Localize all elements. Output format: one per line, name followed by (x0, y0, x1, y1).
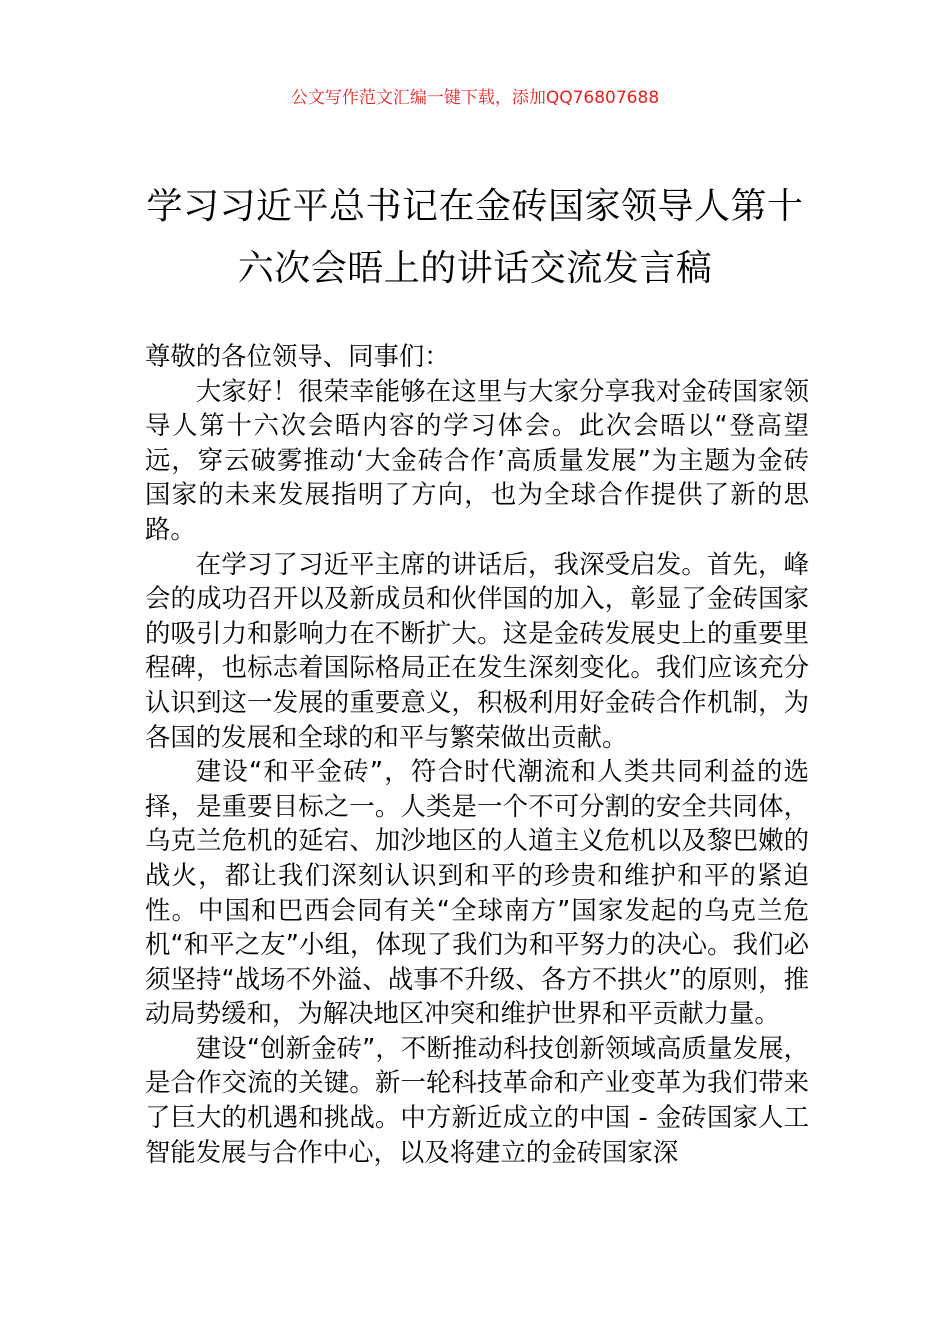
title-line-1: 学习习近平总书记在金砖国家领导人第十 (146, 186, 804, 227)
paragraph-peace-brics: 建设“和平金砖”，符合时代潮流和人类共同利益的选择，是重要目标之一。人类是一个不可分割的安全共同体，乌克兰危机的延宕、加沙地区的人道主义危机以及黎巴嫩的战火，都让我们深刻认识到和平的珍贵和维护和平的紧迫性。中国和巴西会同有关“全球南方”国家发起的乌克兰危机“和平之友”小组，体现了我们为和平努力的决心。我们必须坚持“战场不外溢、战事不升级、各方不拱火”的原则，推动局势缓和，为解决地区冲突和维护世界和平贡献力量。 (145, 756, 809, 1029)
document-title (120, 176, 830, 300)
paragraph-greeting: 大家好！很荣幸能够在这里与大家分享我对金砖国家领导人第十六次会晤内容的学习体会。此次会晤以“登高望远，穿云破雾推动‘大金砖合作’高质量发展”为主题为金砖国家的未来发展指明了方向，也为全球合作提供了新的思路。 (145, 375, 809, 544)
document-body (145, 339, 809, 1169)
salutation: 尊敬的各位领导、同事们： (145, 341, 450, 371)
title-line-2: 六次会晤上的讲话交流发言稿 (237, 248, 713, 289)
paragraph-innovation-brics: 建设“创新金砖”，不断推动科技创新领域高质量发展，是合作交流的关键。新一轮科技革命和产业变革为我们带来了巨大的机遇和挑战。中方新近成立的中国 - 金砖国家人工智能发展与合作中心，以及将建立的金砖国家深 (145, 1032, 809, 1167)
promo-header: 公文写作范文汇编一键下载，添加QQ76807688 (290, 88, 660, 108)
paragraph-summit-significance: 在学习了习近平主席的讲话后，我深受启发。首先，峰会的成功召开以及新成员和伙伴国的加入，彰显了金砖国家的吸引力和影响力在不断扩大。这是金砖发展史上的重要里程碑，也标志着国际格局正在发生深刻变化。我们应该充分认识到这一发展的重要意义，积极利用好金砖合作机制，为各国的发展和全球的和平与繁荣做出贡献。 (145, 548, 809, 752)
